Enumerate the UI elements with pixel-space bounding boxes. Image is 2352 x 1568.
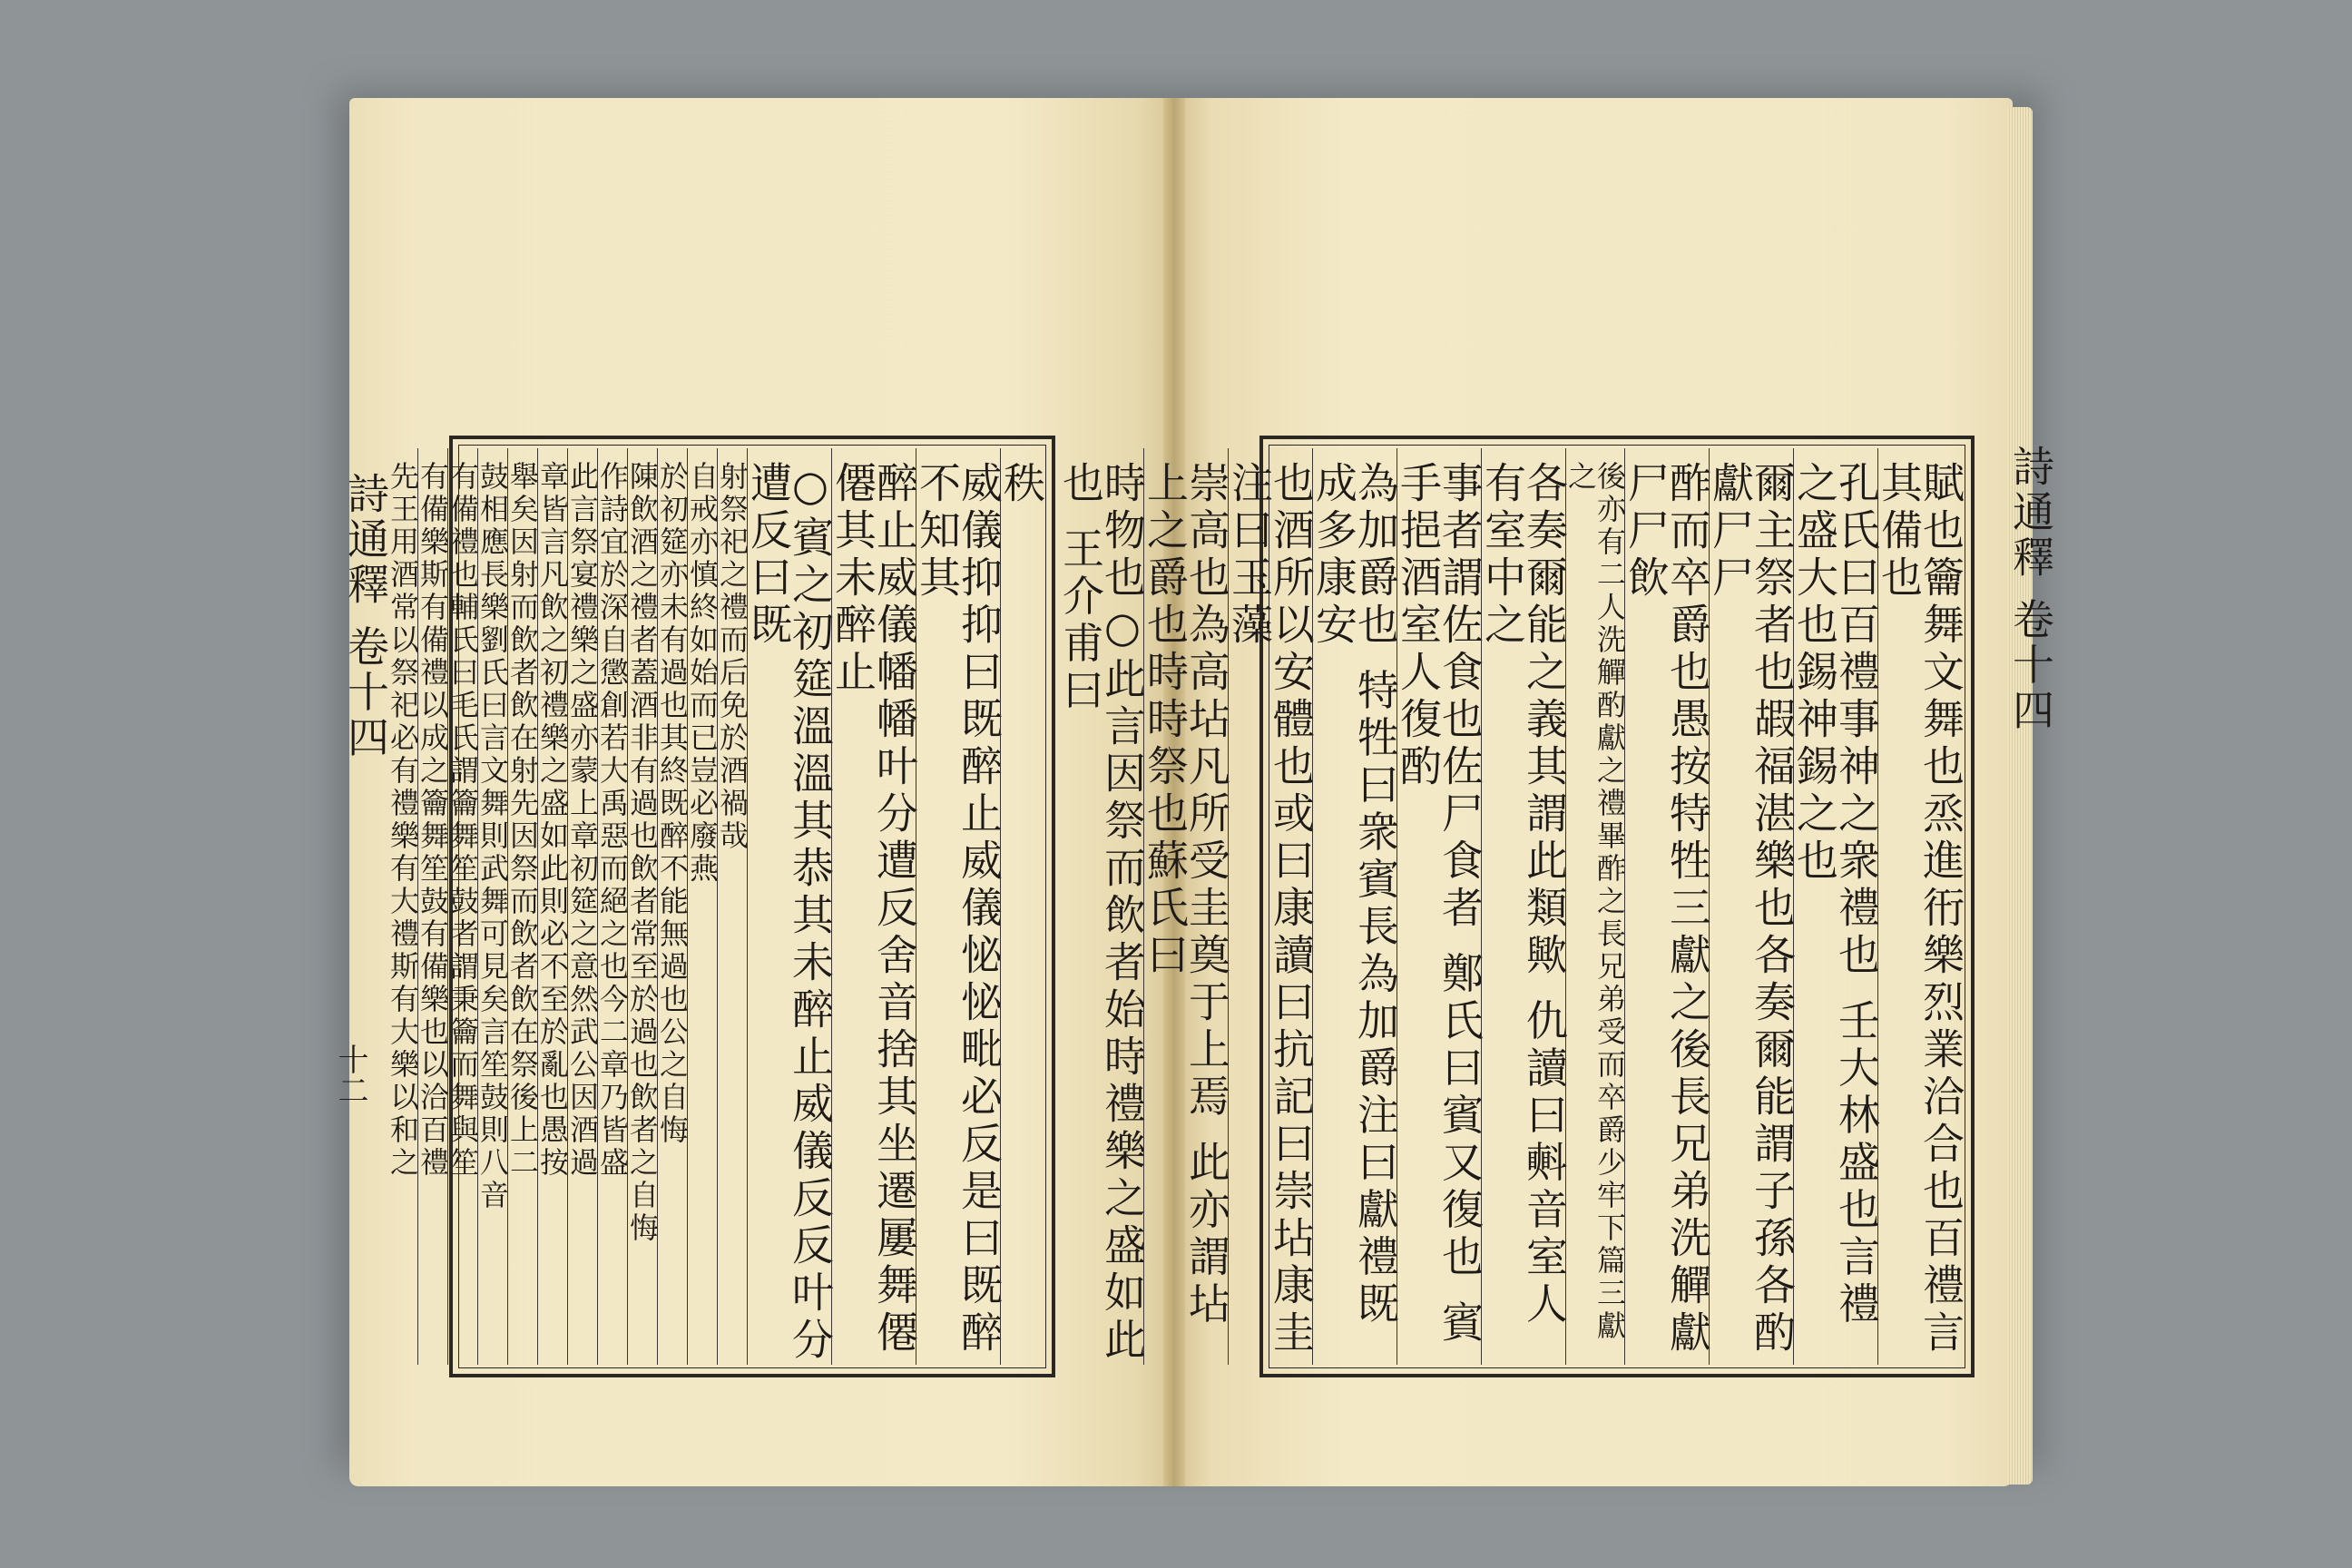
left-column: 秩 — [1000, 448, 1043, 1365]
left-column: 舉矣因射而飲者飲在射先因祭而飲者飲在祭後上二 — [507, 448, 537, 1365]
left-column: 此言祭宴禮樂之盛亦蒙上章初筵之意然武公因酒過 — [567, 448, 597, 1365]
left-margin-title: 詩通釋 卷十四 — [341, 472, 390, 761]
left-column: 醉止威儀幡幡叶分遭反舍音捨其坐遷屢舞僊僊其未醉止 — [831, 448, 916, 1365]
left-columns — [386, 448, 1046, 1365]
left-column: 鼓相應長樂劉氏曰言文舞則武舞可見矣言笙鼓則八音 — [477, 448, 507, 1365]
right-column: 事者謂佐食也佐尸食者 鄭氏曰賓又復也 賓手挹酒室人復酌 — [1396, 448, 1481, 1365]
right-text-frame — [1056, 436, 1975, 1377]
left-folio: 十二 — [332, 1044, 368, 1105]
right-column: 時物也○此言因祭而飲者始時禮樂之盛如此也 王介甫曰 — [1056, 461, 1147, 1365]
left-column: 有備禮也輔氏曰毛氏謂籥舞笙鼓者謂秉籥而舞與笙 — [447, 448, 477, 1365]
right-column: 後亦有二人洗觶酌獻之禮畢酢之長兄弟受而卒爵少牢下篇三獻之 — [1565, 448, 1624, 1365]
left-column: 章皆言凡飲之初禮樂之盛如此則必不至於亂也愚按 — [537, 448, 567, 1365]
right-column: 賦也籥舞文舞也烝進衎樂烈業洽合也百禮言其備也 — [1877, 448, 1962, 1365]
left-column: 作詩宜於深自懲創若大禹惡而絕之也今二章乃皆盛 — [597, 448, 627, 1365]
right-column: 崇高也為高坫凡所受圭奠于上焉 此亦謂坫上之爵也時時祭也蘇氏曰 — [1143, 448, 1228, 1365]
right-column: 孔氏曰百禮事神之衆禮也 壬大林盛也言禮之盛大也錫神錫之也 — [1793, 448, 1877, 1365]
left-column: 射祭祀之禮而后免於酒禍哉 — [717, 448, 747, 1365]
right-column: 爾主祭者也嘏福湛樂也各奏爾能謂子孫各酌獻尸尸 — [1709, 448, 1793, 1365]
left-column: 威儀抑抑曰既醉止威儀怭怭毗必反是曰既醉不知其 — [916, 448, 1000, 1365]
right-margin-title: 詩通釋 卷十四 — [2006, 445, 2055, 734]
right-column: 酢而卒爵也愚按特牲三獻之後長兄弟洗觶獻尸尸飲 — [1624, 448, 1709, 1365]
right-column: 也酒所以安體也或曰康讀曰抗記曰崇坫康圭注曰玉藻 — [1228, 448, 1312, 1365]
left-column: ○賓之初筵溫溫其恭其未醉止威儀反反叶分遭反曰既 — [747, 448, 831, 1365]
left-column: 陳飲酒之禮者蓋酒非有過也飲者常至於過也飲者之自悔 — [627, 448, 657, 1365]
left-column: 自戒亦慎終如始而已豈必廢燕 — [687, 448, 717, 1365]
left-text-frame — [386, 436, 1055, 1377]
left-column: 先王用酒常以祭祀必有禮樂有大禮斯有大樂以和之 — [386, 461, 420, 1180]
right-column: 為加爵也 特牲曰衆賓長為加爵注曰獻禮既成多康安 — [1312, 448, 1396, 1365]
left-column: 於初筵亦未有過也其終既醉不能無過也公之自悔 — [657, 448, 687, 1365]
left-column: 有備樂斯有備禮以成之籥舞笙鼓有備樂也以洽百禮 — [417, 448, 447, 1365]
right-column: 各奏爾能之義其謂此類歟 仇讀曰㪺音室人有室中之 — [1481, 448, 1565, 1365]
right-columns — [1056, 448, 1965, 1365]
